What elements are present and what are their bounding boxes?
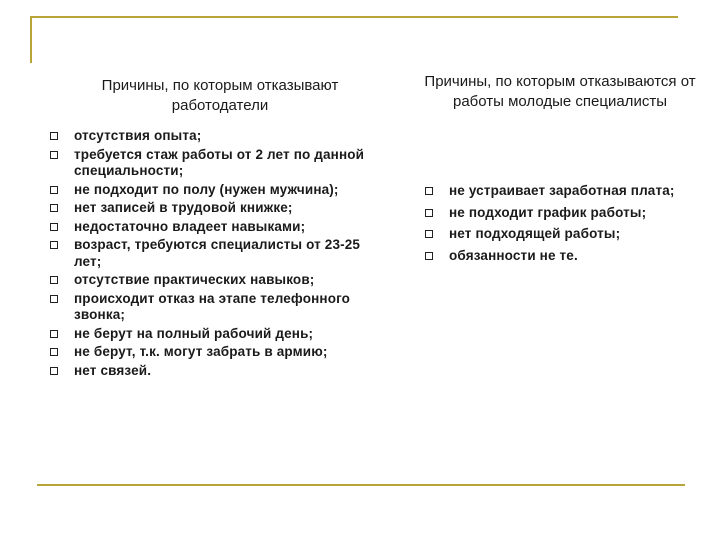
list-item (425, 205, 705, 222)
square-bullet-icon (50, 348, 58, 356)
list-item (50, 272, 390, 289)
list-item-text: не подходит по полу (нужен мужчина); (74, 181, 339, 197)
square-bullet-icon (50, 151, 58, 159)
list-item (50, 363, 390, 380)
left-column-title: Причины, по которым отказывают работодатели (101, 77, 339, 114)
list-item-text: обязанности не те. (449, 247, 578, 263)
frame-left-line (30, 16, 32, 63)
list-item-text: отсутствия опыта; (74, 128, 202, 143)
list-item (50, 147, 390, 180)
frame-bottom-line (37, 484, 685, 486)
list-item-text: нет подходящей работы; (449, 226, 621, 241)
list-item (425, 248, 705, 265)
square-bullet-icon (50, 367, 58, 375)
list-item (50, 344, 390, 361)
list-item (50, 237, 390, 270)
square-bullet-icon (50, 295, 58, 303)
square-bullet-icon (425, 230, 433, 238)
list-item-text: не подходит график работы; (449, 204, 647, 220)
list-item-text: происходит отказ на этапе телефонного звонка; (74, 290, 351, 322)
list-item (50, 128, 390, 145)
list-item-text: не берут на полный рабочий день; (74, 325, 314, 341)
square-bullet-icon (50, 241, 58, 249)
list-item (50, 291, 390, 324)
list-item-text: отсутствие практических навыков; (74, 272, 315, 287)
square-bullet-icon (50, 276, 58, 284)
specialist-reasons-list (425, 183, 705, 269)
square-bullet-icon (50, 223, 58, 231)
square-bullet-icon (425, 252, 433, 260)
list-item (50, 326, 390, 343)
list-item (50, 182, 390, 199)
list-item (50, 200, 390, 217)
list-item-text: не берут, т.к. могут забрать в армию; (74, 344, 328, 359)
list-item-text: недостаточно владеет навыками; (74, 218, 306, 234)
list-item-text: нет связей. (74, 362, 152, 378)
employer-reasons-list (50, 128, 390, 381)
list-item-text: требуется стаж работы от 2 лет по данной специальности; (74, 146, 365, 178)
list-item (50, 219, 390, 236)
list-item-text: нет записей в трудовой книжке; (74, 200, 293, 215)
list-item-text: возраст, требуются специалисты от 23-25 лет; (74, 237, 361, 269)
frame-top-line (30, 16, 678, 18)
square-bullet-icon (50, 330, 58, 338)
list-item-text: не устраивает заработная плата; (449, 183, 675, 198)
square-bullet-icon (50, 204, 58, 212)
square-bullet-icon (50, 132, 58, 140)
right-column-title: Причины, по которым отказываются от работы молодые специалисты (424, 73, 696, 110)
list-item (425, 226, 705, 243)
square-bullet-icon (425, 187, 433, 195)
square-bullet-icon (425, 209, 433, 217)
list-item (425, 183, 705, 200)
square-bullet-icon (50, 186, 58, 194)
